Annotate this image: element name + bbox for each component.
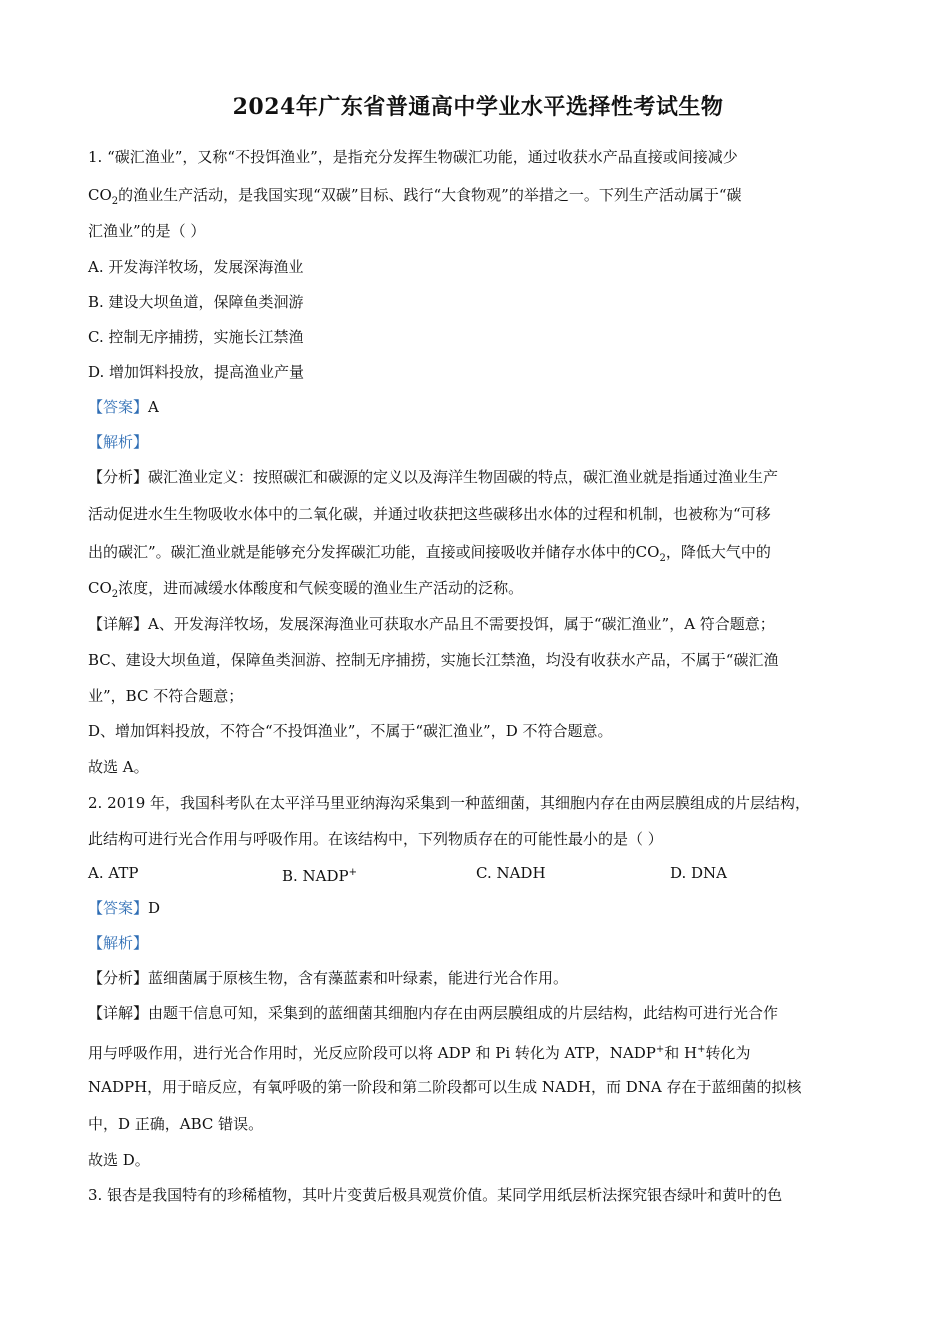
q1-stem-line-2	[88, 185, 742, 212]
q2-analysis-line	[88, 968, 568, 988]
q2-conclusion: 故选 D。	[88, 1151, 150, 1169]
q2-stem-line-1: 2. 2019 年，我国科考队在太平洋马里亚纳海沟采集到一种蓝细菌，其细胞内存在由两层膜组成的片层结构，	[88, 794, 811, 812]
q1-analysis-line-3	[88, 542, 771, 569]
q1-detail-line-2: BC、建设大坝鱼道，保障鱼类洄游、控制无序捕捞，实施长江禁渔，均没有收获水产品，不属于“碳汇渔	[88, 651, 779, 669]
q2-option-c: C. NADH	[476, 864, 546, 882]
q2-option-b	[282, 863, 357, 886]
co2-text: CO	[88, 186, 112, 204]
q2-detail-line-1	[88, 1003, 778, 1023]
superscript: +	[697, 1044, 706, 1055]
page-title: 2024年广东省普通高中学业水平选择性考试生物	[232, 94, 724, 120]
detail-text: 转化为	[705, 1044, 751, 1062]
q1-detail-line-1	[88, 614, 775, 634]
q2-detail-line-3: NADPH，用于暗反应，有氧呼吸的第一阶段和第二阶段都可以生成 NADH，而 DNA 存在于蓝细菌的拟核	[88, 1078, 802, 1096]
answer-value: A	[148, 398, 159, 416]
detail-text: 和 H	[664, 1044, 698, 1062]
analysis-text: 出的碳汇”。碳汇渔业就是能够充分发挥碳汇功能，直接或间接吸收并储存水体中的CO	[88, 543, 660, 561]
q2-stem-line-2: 此结构可进行光合作用与呼吸作用。在该结构中，下列物质存在的可能性最小的是（ ）	[88, 830, 663, 848]
detail-tag: 【详解】	[88, 615, 149, 633]
q1-answer	[88, 397, 159, 417]
superscript: +	[348, 867, 358, 878]
co2-subscript: 2	[111, 196, 119, 207]
q1-option-b: B. 建设大坝鱼道，保障鱼类洄游	[88, 293, 304, 311]
analysis-text: 碳汇渔业定义：按照碳汇和碳源的定义以及海洋生物固碳的特点，碳汇渔业就是指通过渔业生产	[148, 468, 779, 486]
detail-text: 由题干信息可知，采集到的蓝细菌其细胞内存在由两层膜组成的片层结构，此结构可进行光合作	[148, 1004, 779, 1022]
detail-text: 用与呼吸作用，进行光合作用时，光反应阶段可以将 ADP 和 Pi 转化为 ATP，NADP	[88, 1044, 656, 1062]
co2-subscript: 2	[111, 589, 119, 600]
answer-tag: 【答案】	[88, 398, 149, 416]
q2-detail-line-2	[88, 1040, 751, 1063]
q1-analysis-line-4	[88, 578, 523, 605]
q2-analysis-heading: 【解析】	[88, 934, 149, 952]
co2-subscript: 2	[659, 553, 666, 564]
analysis-text: 浓度，进而减缓水体酸度和气候变暖的渔业生产活动的泛称。	[118, 579, 524, 597]
q1-analysis-line-2: 活动促进水生生物吸收水体中的二氧化碳，并通过收获把这些碳移出水体的过程和机制，也被称为“可移	[88, 505, 771, 523]
analysis-tag: 【分析】	[88, 969, 149, 987]
q1-conclusion: 故选 A。	[88, 758, 149, 776]
q3-stem-line-1: 3. 银杏是我国特有的珍稀植物，其叶片变黄后极具观赏价值。某同学用纸层析法探究银杏绿叶和黄叶的色	[88, 1186, 783, 1204]
q2-option-a: A. ATP	[88, 864, 139, 882]
option-text: B. NADP	[282, 867, 349, 885]
superscript: +	[655, 1044, 665, 1055]
q2-detail-line-4: 中，D 正确，ABC 错误。	[88, 1115, 264, 1133]
q1-detail-line-3: 业”，BC 不符合题意；	[88, 687, 244, 705]
q1-stem-line-1: 1. “碳汇渔业”，又称“不投饵渔业”，是指充分发挥生物碳汇功能，通过收获水产品直接或间接减少	[88, 148, 738, 166]
q1-option-c: C. 控制无序捕捞，实施长江禁渔	[88, 328, 304, 346]
analysis-text: 蓝细菌属于原核生物，含有藻蓝素和叶绿素，能进行光合作用。	[148, 969, 569, 987]
q1-analysis-line-1	[88, 467, 778, 487]
q1-detail-line-4: D、增加饵料投放，不符合“不投饵渔业”，不属于“碳汇渔业”，D 不符合题意。	[88, 722, 613, 740]
answer-value: D	[148, 899, 161, 917]
co2-text: CO	[88, 579, 112, 597]
q1-stem-line-2-rest: 的渔业生产活动，是我国实现“双碳”目标、践行“大食物观”的举措之一。下列生产活动属于“碳	[118, 186, 742, 204]
q2-option-d: D. DNA	[670, 864, 728, 882]
analysis-tag: 【分析】	[88, 468, 149, 486]
answer-tag: 【答案】	[88, 899, 149, 917]
detail-tag: 【详解】	[88, 1004, 149, 1022]
q1-option-d: D. 增加饵料投放，提高渔业产量	[88, 363, 305, 381]
analysis-text: ，降低大气中的	[665, 543, 771, 561]
q1-stem-line-3: 汇渔业”的是（ ）	[88, 222, 206, 240]
q2-answer	[88, 898, 160, 918]
q1-analysis-heading: 【解析】	[88, 433, 149, 451]
detail-text: A、开发海洋牧场，发展深海渔业可获取水产品且不需要投饵，属于“碳汇渔业”，A 符合题意；	[148, 615, 775, 633]
q1-option-a: A. 开发海洋牧场，发展深海渔业	[88, 258, 304, 276]
